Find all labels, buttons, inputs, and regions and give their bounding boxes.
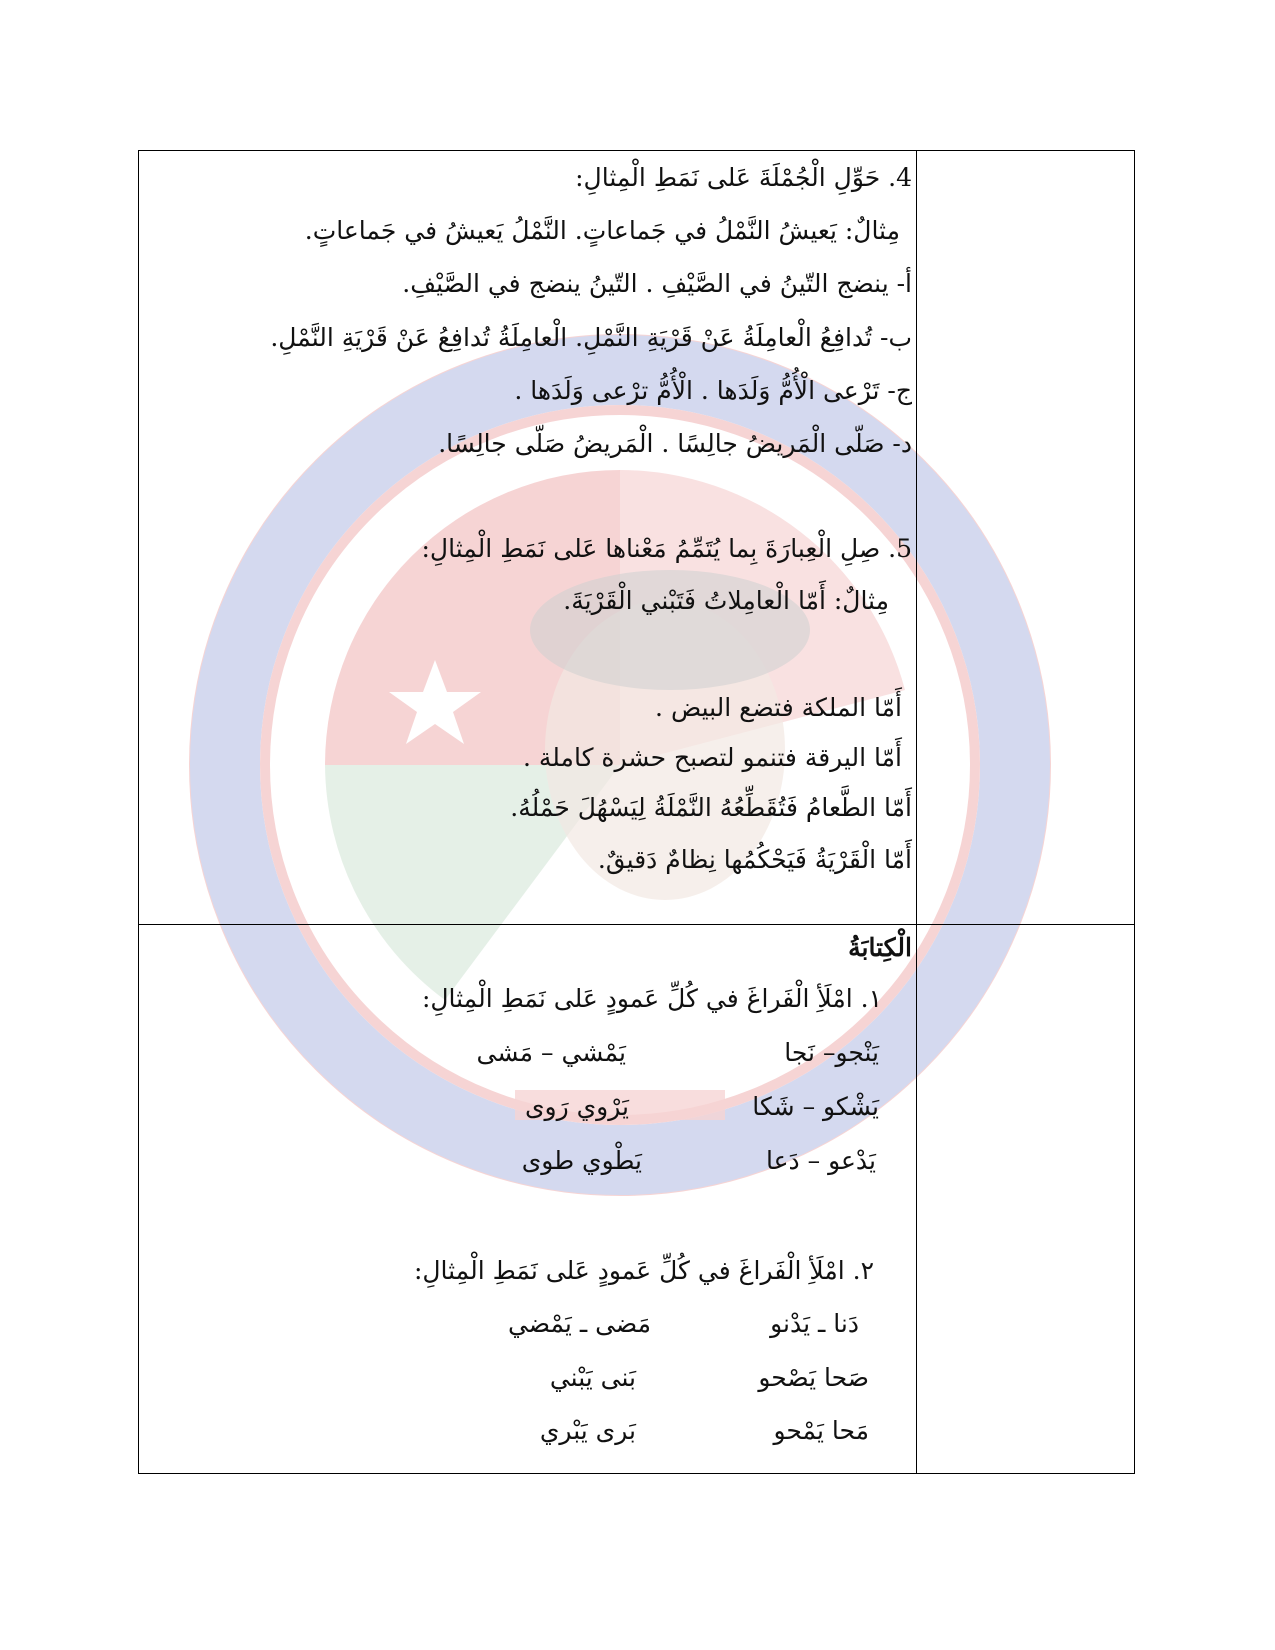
writing-ex2-heading: ٢. امْلَأِ الْفَراغَ في كُلِّ عَمودٍ عَلى نَمَطِ الْمِثالِ:	[413, 1256, 874, 1285]
writing-title: الْكِتابَةُ	[848, 933, 912, 962]
table-row-divider	[139, 924, 1134, 925]
exercise4-heading: 4. حَوِّلِ الْجُمْلَةَ عَلى نَمَطِ الْمِثالِ:	[575, 163, 912, 192]
writing-ex2-row2-right: صَحا يَصْحو	[758, 1363, 869, 1392]
exercise5-line-3: أَمّا الطَّعامُ فَتُقَطِّعُهُ النَّمْلَةُ لِيَسْهُلَ حَمْلُهُ.	[510, 793, 912, 822]
exercise5-line-2: أَمّا اليرقة فتنمو لتصبح حشرة كاملة .	[522, 743, 902, 772]
writing-ex1-row3-left: يَطْوي طوى	[521, 1146, 642, 1175]
exercise5-example: مِثالٌ: أَمّا الْعامِلاتُ فَتَبْني الْقَرْيَةَ.	[563, 586, 889, 615]
writing-ex2-row1-right: دَنا ـ يَدْنو	[770, 1309, 859, 1338]
exercise5-heading: 5. صِلِ الْعِبارَةَ بِما يُتَمِّمُ مَعْناها عَلى نَمَطِ الْمِثالِ:	[421, 534, 912, 563]
writing-ex1-row1-left: يَمْشي – مَشى	[476, 1038, 626, 1067]
exercise4-item-b: ب- تُدافِعُ الْعامِلَةُ عَنْ قَرْيَةِ النَّمْلِ. الْعامِلَةُ تُدافِعُ عَنْ قَرْيَةِ النَّمْلِ.	[270, 323, 912, 352]
writing-ex1-row2-left: يَرْوي رَوى	[524, 1092, 629, 1121]
exercise4-item-c: ج- تَرْعى الْأُمُّ وَلَدَها . الْأُمُّ ترْعى وَلَدَها .	[514, 376, 912, 405]
exercise4-example: مِثالٌ: يَعيشُ النَّمْلُ في جَماعاتٍ. النَّمْلُ يَعيشُ في جَماعاتٍ.	[304, 216, 900, 245]
exercise5-line-4: أَمّا الْقَرْيَةُ فَيَحْكُمُها نِظامٌ دَقيقٌ.	[597, 845, 912, 874]
writing-ex1-row3-right: يَدْعو – دَعا	[766, 1146, 876, 1175]
exercise5-line-1: أَمّا الملكة فتضع البيض .	[655, 693, 902, 722]
lesson-table	[138, 150, 1135, 1474]
writing-ex2-row1-left: مَضى ـ يَمْضي	[507, 1309, 651, 1338]
table-column-divider	[916, 151, 917, 1473]
writing-ex1-row1-right: يَنْجو– نَجا	[784, 1038, 879, 1067]
exercise4-item-a: أ- ينضج التّينُ في الصَّيْفِ . التّينُ ينضج في الصَّيْفِ.	[402, 269, 912, 298]
writing-ex2-row2-left: بَنى يَبْني	[549, 1363, 636, 1392]
writing-ex2-row3-left: بَرى يَبْري	[539, 1416, 636, 1445]
exercise4-item-d: د- صَلّى الْمَريضُ جالِسًا . الْمَريضُ صَلّى جالِسًا.	[438, 429, 912, 458]
writing-ex1-row2-right: يَشْكو – شَكا	[752, 1092, 879, 1121]
writing-ex2-row3-right: مَحا يَمْحو	[773, 1416, 869, 1445]
writing-ex1-heading: ١. امْلَأِ الْفَراغَ في كُلِّ عَمودٍ عَلى نَمَطِ الْمِثالِ:	[421, 984, 882, 1013]
